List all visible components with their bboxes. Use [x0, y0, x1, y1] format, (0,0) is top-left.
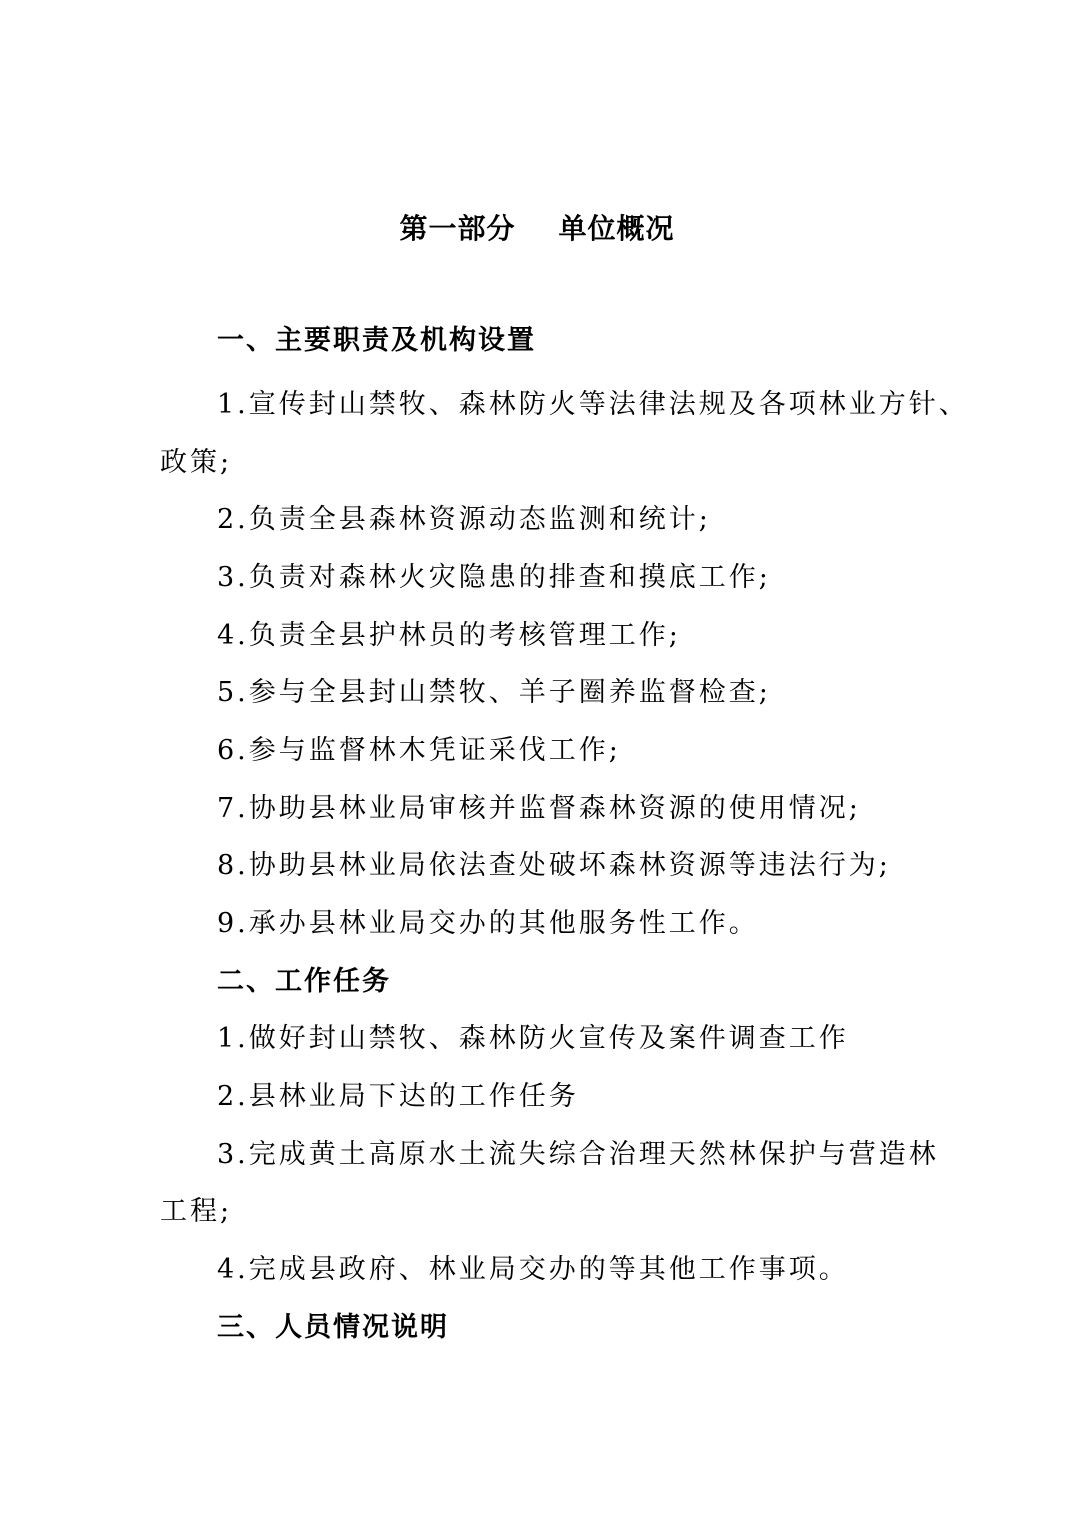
duty-item-9: 9.承办县林业局交办的其他服务性工作。 [217, 908, 759, 939]
duty-item-6: 6.参与监督林木凭证采伐工作; [217, 735, 621, 766]
duty-item-2: 2.负责全县森林资源动态监测和统计; [217, 504, 711, 535]
duty-item-4: 4.负责全县护林员的考核管理工作; [217, 620, 681, 651]
section-heading-tasks: 二、工作任务 [217, 966, 391, 997]
duty-item-1-continued: 政策; [160, 447, 233, 478]
section-heading-staff: 三、人员情况说明 [217, 1312, 449, 1343]
page-title: 第一部分 单位概况 [399, 212, 675, 245]
section-heading-duties: 一、主要职责及机构设置 [217, 325, 536, 356]
task-item-3: 3.完成黄土高原水土流失综合治理天然林保护与营造林 [217, 1139, 939, 1170]
duty-item-5: 5.参与全县封山禁牧、羊子圈养监督检查; [217, 677, 771, 708]
duty-item-8: 8.协助县林业局依法查处破坏森林资源等违法行为; [217, 850, 891, 881]
duty-item-1: 1.宣传封山禁牧、森林防火等法律法规及各项林业方针、 [217, 389, 969, 420]
duty-item-3: 3.负责对森林火灾隐患的排查和摸底工作; [217, 562, 771, 593]
task-item-2: 2.县林业局下达的工作任务 [217, 1081, 579, 1112]
task-item-1: 1.做好封山禁牧、森林防火宣传及案件调查工作 [217, 1023, 849, 1054]
task-item-3-continued: 工程; [160, 1196, 233, 1227]
task-item-4: 4.完成县政府、林业局交办的等其他工作事项。 [217, 1254, 849, 1285]
duty-item-7: 7.协助县林业局审核并监督森林资源的使用情况; [217, 793, 861, 824]
